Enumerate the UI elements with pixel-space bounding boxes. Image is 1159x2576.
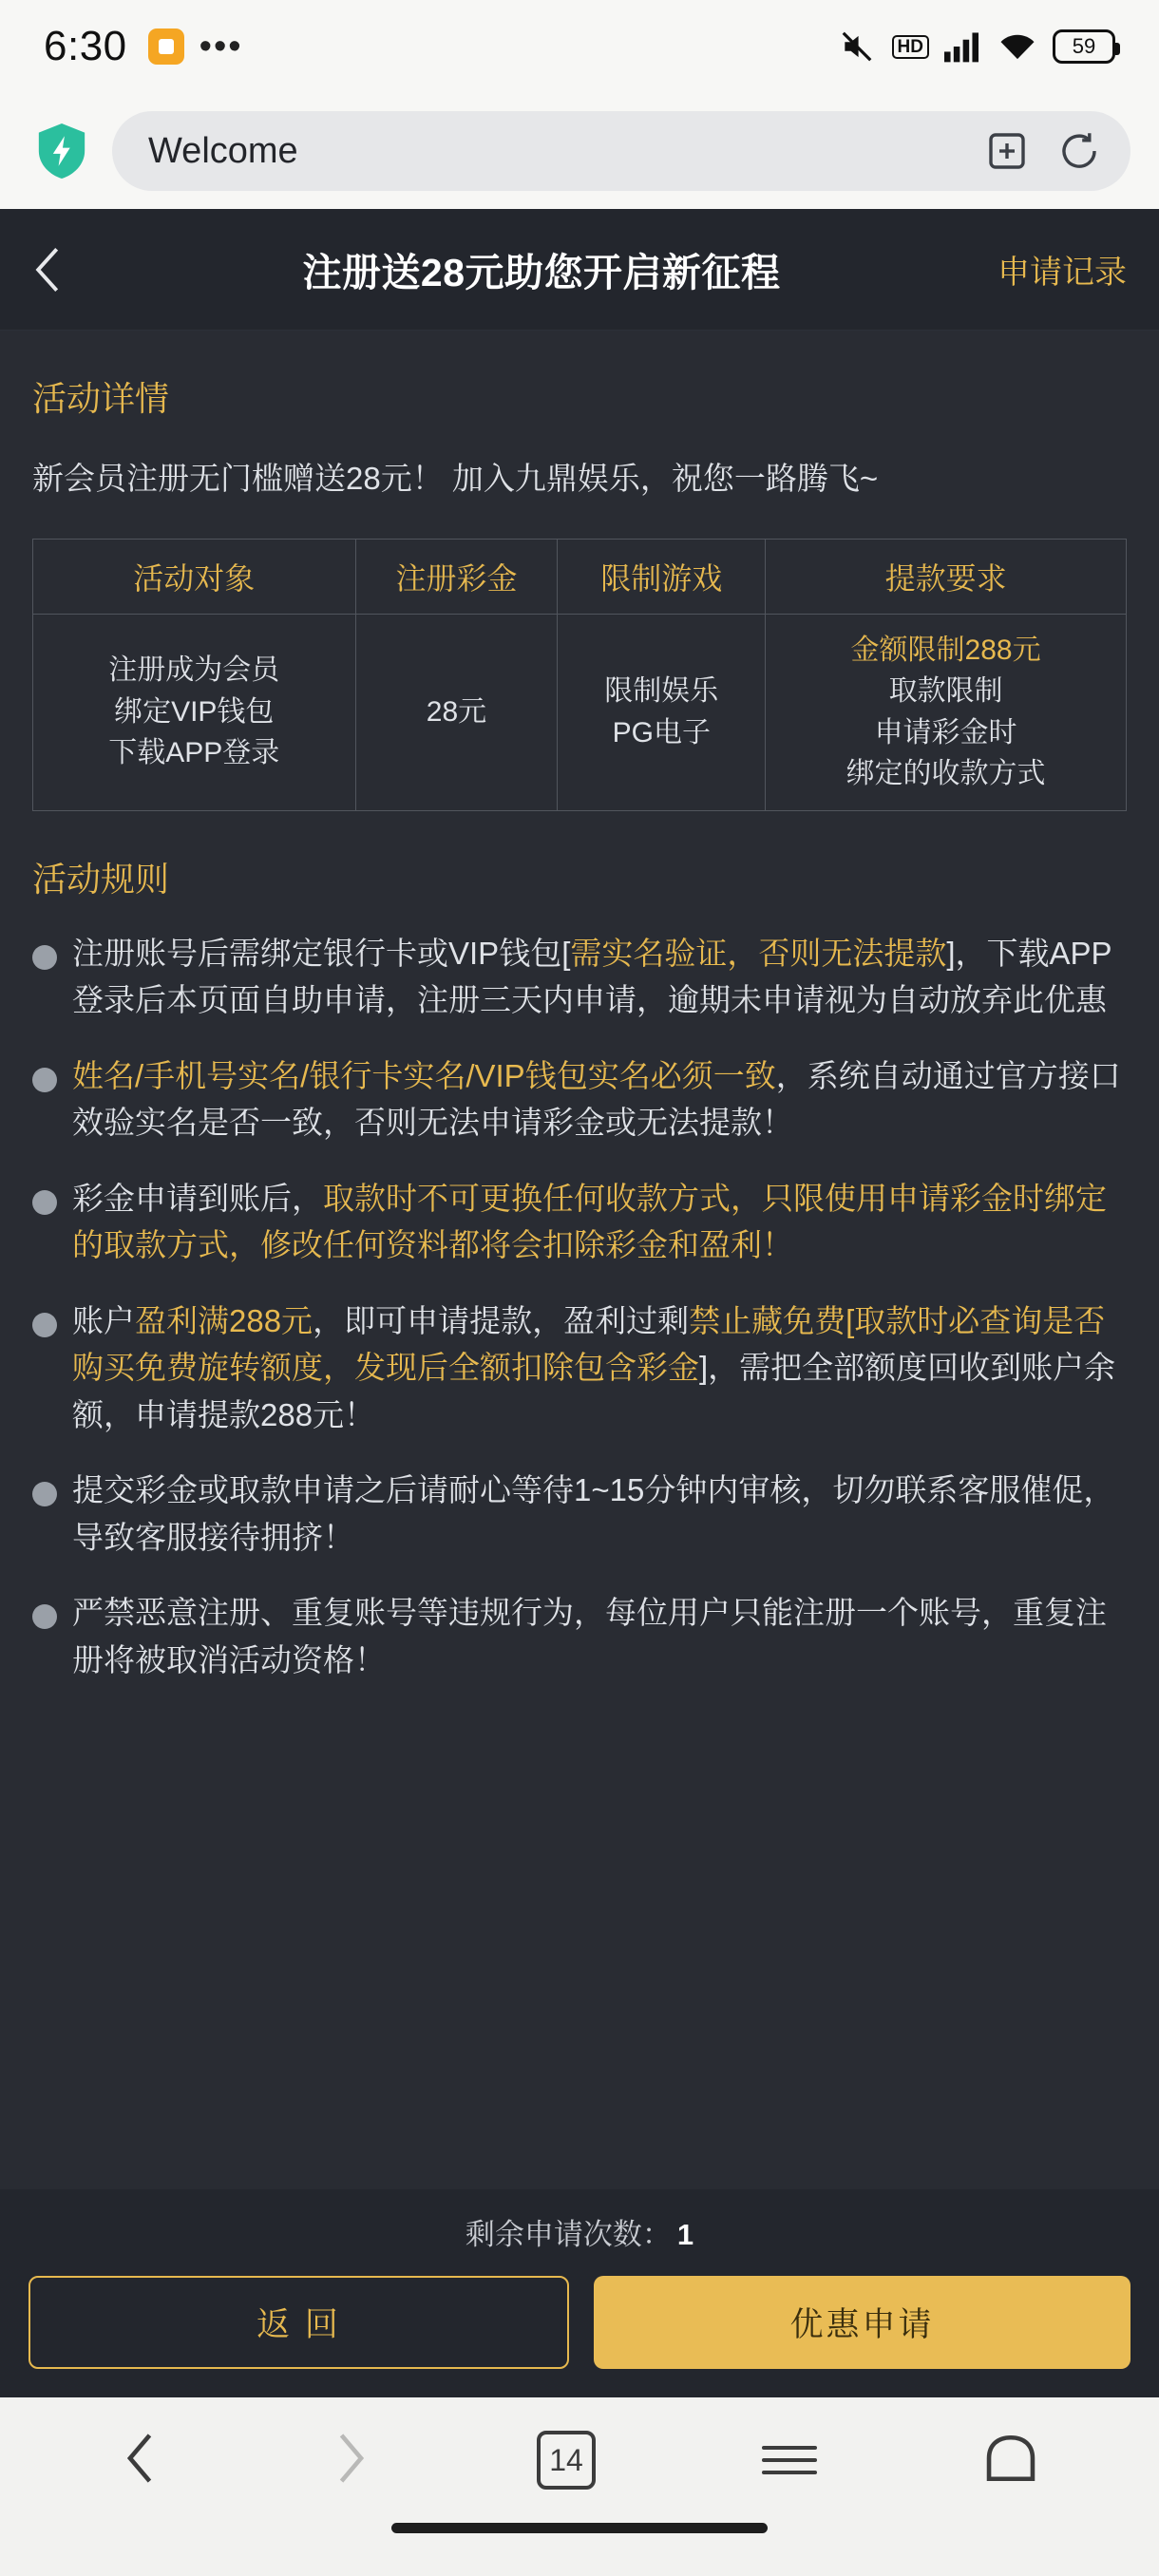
bullet-icon [32, 1604, 57, 1629]
url-bar[interactable] [112, 111, 1130, 191]
target-line-1: 注册成为会员 [108, 654, 280, 687]
games-line-1: 限制娱乐 [604, 675, 719, 707]
signal-icon [944, 30, 982, 63]
withdraw-line-1: 金额限制288元 [850, 634, 1041, 666]
rule-text: 提交彩金或取款申请之后请耐心等待1~15分钟内审核，切勿联系客服催促，导致客服接待拥挤！ [72, 1472, 1115, 1555]
rule-item [32, 1175, 1127, 1269]
cell-withdraw [766, 614, 1127, 810]
withdraw-line-3: 申请彩金时 [874, 716, 1017, 748]
table-header-row [33, 539, 1127, 614]
rule-item [32, 930, 1127, 1024]
bullet-icon [32, 945, 57, 970]
browser-nav-bar [0, 2397, 1159, 2523]
application-records-link[interactable]: 申请记录 [998, 255, 1127, 291]
mute-icon [837, 28, 877, 65]
home-indicator-area [0, 2523, 1159, 2576]
activity-intro-text: 新会员注册无门槛赠送28元！ 加入九鼎娱乐，祝您一路腾飞~ [32, 461, 879, 496]
bullet-icon [32, 1482, 57, 1506]
remaining-applications [28, 2210, 1130, 2253]
footer-button-row [28, 2276, 1130, 2369]
remaining-label: 剩余申请次数： [465, 2218, 672, 2251]
back-chevron-icon[interactable] [32, 245, 86, 294]
reload-icon[interactable] [1054, 126, 1104, 176]
rule-text: 彩金申请到账后，取款时不可更换任何收款方式，只限使用申请彩金时绑定的取款方式，修改任何资料都将会扣除彩金和盈利！ [72, 1180, 1107, 1262]
activity-table [32, 539, 1127, 811]
table-header-target: 活动对象 [33, 539, 356, 614]
bullet-icon [32, 1190, 57, 1215]
status-bar [0, 0, 1159, 93]
rule-item [32, 1467, 1127, 1561]
table-header-games: 限制游戏 [558, 539, 766, 614]
app-badge-icon [148, 28, 184, 65]
page-header [0, 209, 1159, 331]
hd-badge: HD [892, 35, 929, 59]
status-more-dots: ••• [199, 27, 243, 66]
page-title: 注册送28元助您开启新征程 [302, 251, 781, 294]
shield-icon[interactable] [32, 120, 91, 182]
battery-icon [1053, 29, 1115, 64]
rule-item [32, 1052, 1127, 1146]
remaining-count: 1 [676, 2218, 694, 2251]
cell-games [558, 614, 766, 810]
apply-promotion-button[interactable]: 优惠申请 [594, 2276, 1130, 2369]
browser-toolbar [0, 93, 1159, 209]
games-line-2: PG电子 [612, 716, 711, 748]
nav-menu-icon[interactable] [762, 2437, 817, 2483]
status-right-icons [837, 28, 1115, 65]
rule-text: 注册账号后需绑定银行卡或VIP钱包[需实名验证，否则无法提款]，下载APP登录后本页面自助申请，注册三天内申请，逾期未申请视为自动放弃此优惠 [72, 935, 1112, 1017]
rule-text: 账户盈利满288元，即可申请提款，盈利过剩禁止藏免费[取款时必查询是否购买免费旋转额度，发现后全额扣除包含彩金]，需把全部额度回收到账户余额，申请提款288元！ [72, 1302, 1116, 1432]
status-time: 6:30 [44, 23, 127, 69]
activity-content [0, 331, 1159, 2189]
wifi-icon [998, 30, 1037, 63]
withdraw-line-2: 取款限制 [888, 675, 1003, 707]
table-row [33, 614, 1127, 810]
bullet-icon [32, 1313, 57, 1337]
action-footer [0, 2189, 1159, 2397]
activity-details-title: 活动详情 [32, 379, 170, 418]
target-line-2: 绑定VIP钱包 [114, 695, 275, 728]
nav-back-icon[interactable] [121, 2431, 162, 2491]
rule-text: 严禁恶意注册、重复账号等违规行为，每位用户只能注册一个账号，重复注册将被取消活动资格！ [72, 1595, 1107, 1677]
rule-item [32, 1589, 1127, 1683]
target-line-3: 下载APP登录 [108, 737, 280, 769]
home-indicator[interactable] [391, 2523, 768, 2533]
nav-tabs-count[interactable]: 14 [537, 2431, 596, 2490]
nav-home-icon[interactable] [983, 2433, 1038, 2489]
cell-target [33, 614, 356, 810]
nav-forward-icon [329, 2431, 370, 2491]
activity-rules-title: 活动规则 [32, 859, 170, 899]
table-header-bonus: 注册彩金 [355, 539, 558, 614]
status-left-icons [148, 28, 243, 65]
bookmark-add-icon[interactable] [982, 126, 1032, 176]
url-text[interactable]: Welcome [148, 130, 298, 171]
bullet-icon [32, 1068, 57, 1092]
cell-bonus: 28元 [355, 614, 558, 810]
back-button[interactable]: 返 回 [28, 2276, 569, 2369]
table-header-withdraw: 提款要求 [766, 539, 1127, 614]
battery-level: 59 [1072, 34, 1096, 58]
rules-list [32, 930, 1127, 1684]
rule-text: 姓名/手机号实名/银行卡实名/VIP钱包实名必须一致，系统自动通过官方接口效验实名是否一致，否则无法申请彩金或无法提款！ [72, 1057, 1121, 1140]
withdraw-line-4: 绑定的收款方式 [846, 758, 1046, 789]
rule-item [32, 1297, 1127, 1439]
